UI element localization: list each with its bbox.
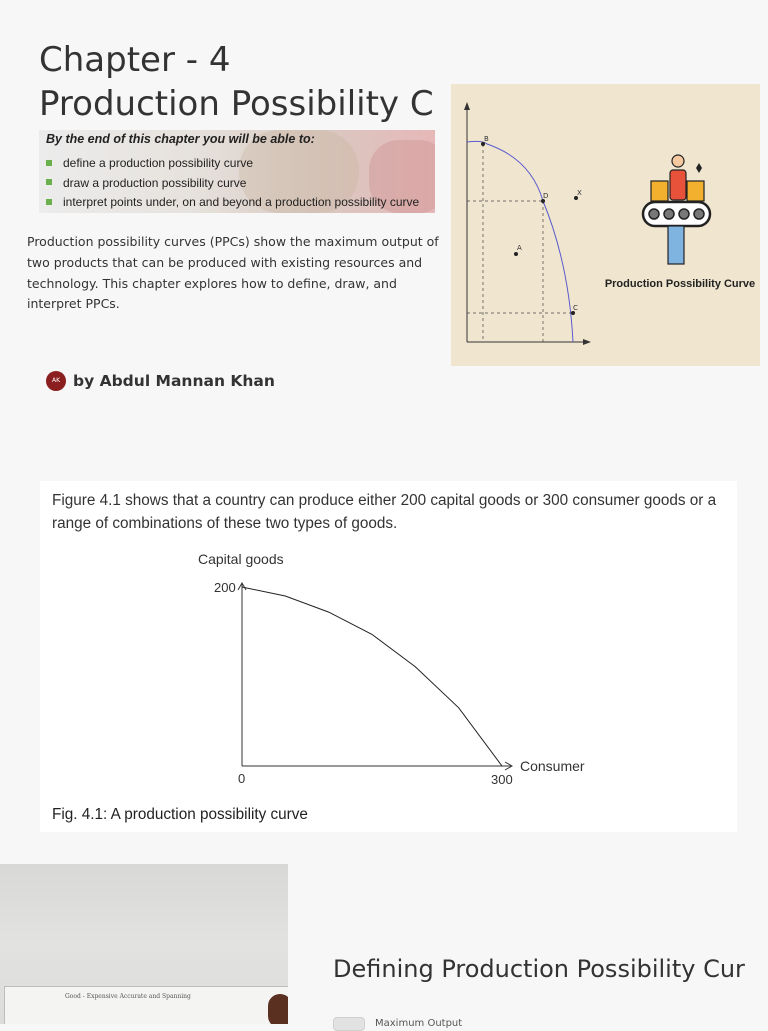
point-label: C <box>573 304 578 312</box>
list-marker-icon <box>333 1017 365 1031</box>
objective-text: interpret points under, on and beyond a production possibility curve <box>63 195 420 209</box>
point-label: B <box>484 135 489 143</box>
bullet-icon <box>46 199 52 205</box>
x-tick-label: 300 <box>491 772 513 787</box>
objectives-image <box>39 130 435 213</box>
x-axis-label: Consumer <box>520 758 585 774</box>
point-label: D <box>543 192 549 200</box>
objective-item <box>46 193 419 213</box>
whiteboard-photo <box>0 864 288 1024</box>
arrow-right-icon <box>583 339 591 345</box>
ppc-diagram <box>451 84 760 366</box>
worker-conveyor-icon <box>643 155 710 264</box>
objective-text: define a production possibility curve <box>63 156 254 170</box>
ppc-illustration <box>451 84 760 366</box>
x-tick-label: 0 <box>238 771 246 786</box>
whiteboard <box>4 986 288 1024</box>
figure-text: Figure 4.1 shows that a country can produce either 200 capital goods or 300 consumer goods or a range of combinations of these two types of goods. <box>52 492 717 532</box>
ppc-chart <box>40 541 737 841</box>
hand-image <box>268 994 288 1024</box>
objectives-list <box>46 154 419 213</box>
point-label: A <box>517 244 522 252</box>
whiteboard-text: Good - Expensive Accurate and Spanning <box>65 993 191 1000</box>
next-item-text: Maximum Output <box>375 1018 463 1029</box>
section-title: Defining Production Possibility Cur <box>333 955 745 983</box>
avatar: AK <box>46 371 66 391</box>
series-line <box>242 587 502 766</box>
objectives-heading: By the end of this chapter you will be able to: <box>46 132 315 146</box>
bullet-icon <box>46 179 52 185</box>
figure-card <box>40 481 737 832</box>
chapter-name: Production Possibility C <box>39 84 434 124</box>
objective-text: draw a production possibility curve <box>63 175 247 190</box>
objective-item <box>46 174 419 194</box>
author-name: by Abdul Mannan Khan <box>73 372 275 390</box>
chapter-number: Chapter - 4 <box>39 40 231 80</box>
point-a <box>514 252 518 256</box>
ppc-badge-text: Production Possibility Curve <box>604 278 756 290</box>
point-label: X <box>577 189 582 197</box>
bullet-icon <box>46 160 52 166</box>
chapter-title <box>39 38 434 126</box>
y-tick-label: 200 <box>214 580 236 595</box>
chapter-description: Production possibility curves (PPCs) show the maximum output of two products that can be produced with existing resources and technology. This chapter explores how to define, draw, and interpret PPCs. <box>27 234 439 312</box>
figure-caption: Fig. 4.1: A production possibility curve <box>52 806 308 823</box>
objective-item <box>46 154 419 174</box>
y-axis-label: Capital goods <box>198 551 284 567</box>
arrow-up-icon <box>464 102 470 110</box>
